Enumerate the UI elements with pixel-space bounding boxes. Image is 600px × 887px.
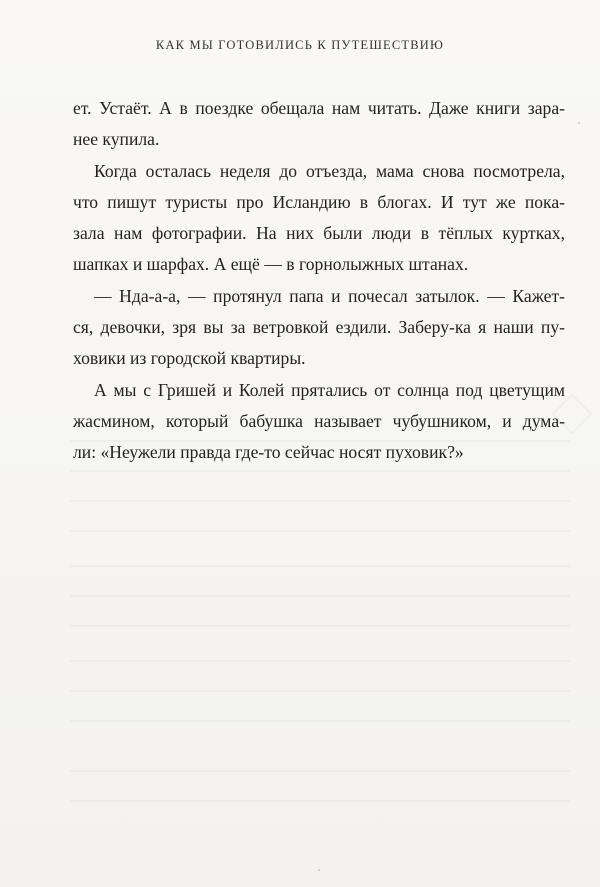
text-line: ли: «Неужели правда где-то сейчас носят пуховик?» — [73, 442, 464, 463]
text-line: — Нда-а-а, — протянул папа и почесал затылок. — Кажет- — [94, 285, 565, 306]
text-line: ет. Устаёт. А в поездке обещала нам читать. Даже книги зара- — [73, 98, 565, 118]
show-through-line — [70, 690, 570, 692]
show-through-line — [70, 800, 570, 802]
show-through-line — [70, 530, 570, 532]
show-through-line — [70, 720, 570, 722]
running-head: КАК МЫ ГОТОВИЛИСЬ К ПУТЕШЕСТВИЮ — [155, 38, 445, 52]
paragraph-2 — [73, 156, 565, 281]
show-through-line — [70, 500, 570, 502]
show-through-line — [70, 440, 570, 442]
show-through-line — [70, 770, 570, 772]
text-line: нее купила. — [73, 129, 160, 150]
show-through-line — [70, 595, 570, 597]
body-text — [73, 93, 565, 469]
text-line: зала нам фотографии. На них были люди в тёплых куртках, — [73, 223, 565, 244]
show-through-line — [70, 565, 570, 567]
text-line: жасмином, который бабушка называет чубушником, и дума- — [73, 410, 565, 431]
show-through-line — [70, 470, 570, 472]
print-speck — [578, 122, 580, 124]
text-line: что пишут туристы про Исландию в блогах. И тут же пока- — [73, 191, 565, 212]
text-line: Когда осталась неделя до отъезда, мама снова посмотрела, — [94, 160, 565, 181]
paragraph-3 — [73, 281, 565, 375]
show-through-line — [70, 625, 570, 627]
paragraph-4 — [73, 375, 565, 469]
text-line: шапках и шарфах. А ещё — в горнолыжных штанах. — [73, 254, 469, 275]
text-line: ся, девочки, зря вы за ветровкой ездили. Заберу-ка я наши пу- — [73, 317, 565, 338]
text-line: А мы с Гришей и Колей прятались от солнца под цветущим — [94, 379, 565, 400]
show-through-line — [70, 660, 570, 662]
paragraph-1 — [73, 93, 565, 156]
print-speck — [318, 869, 320, 871]
text-line: ховики из городской квартиры. — [73, 348, 306, 369]
